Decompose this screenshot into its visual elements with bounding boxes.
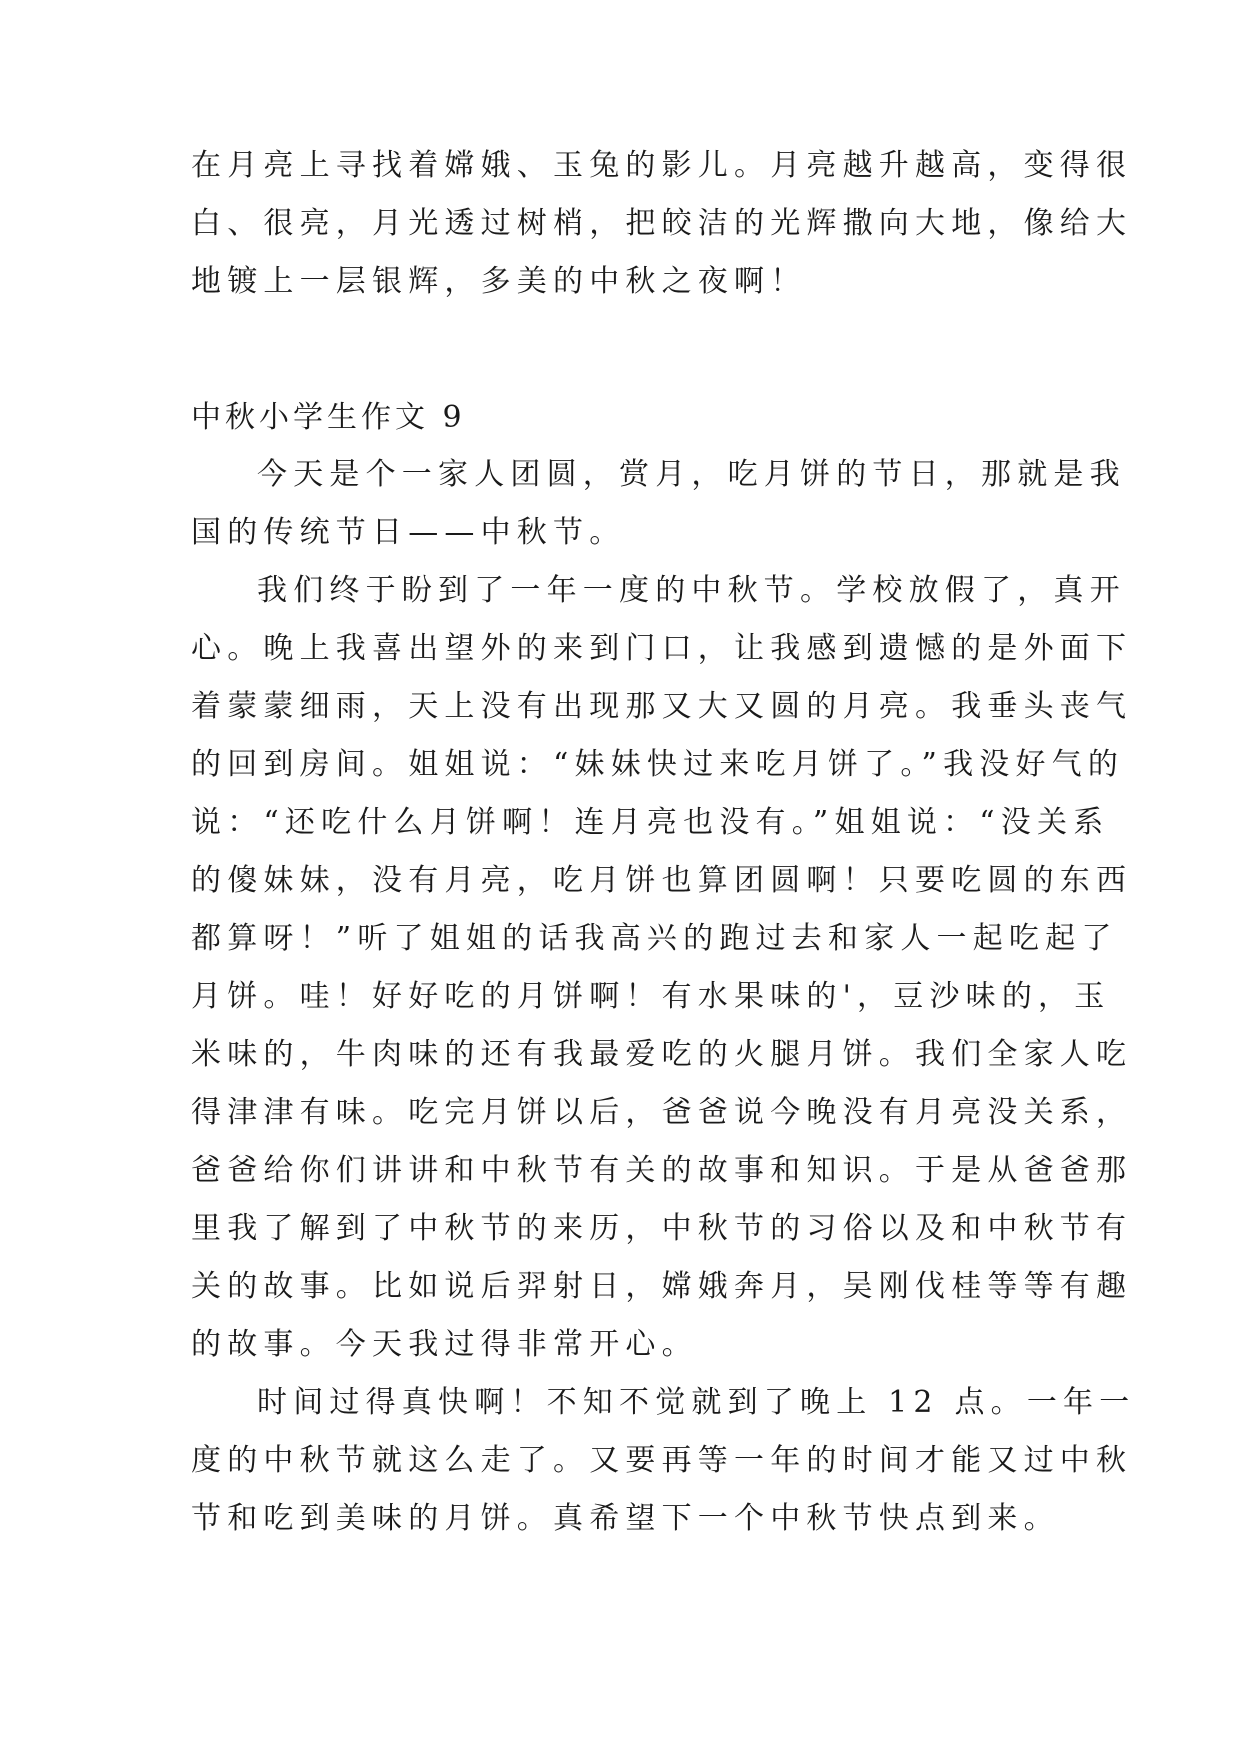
- text-line: 时间过得真快啊！不知不觉就到了晚上 12 点。一年一: [257, 1385, 1136, 1420]
- text-line: 节和吃到美味的月饼。真希望下一个中秋节快点到来。: [191, 1501, 1060, 1536]
- essay-title: 中秋小学生作文 9: [191, 400, 466, 435]
- text-line: 得津津有味。吃完月饼以后，爸爸说今晚没有月亮没关系，: [191, 1095, 1133, 1130]
- paragraph-3: [191, 1374, 1136, 1548]
- text-line: 着蒙蒙细雨，天上没有出现那又大又圆的月亮。我垂头丧气: [191, 689, 1133, 724]
- text-line: 我们终于盼到了一年一度的中秋节。学校放假了，真开: [257, 573, 1126, 608]
- text-line: 国的传统节日——中秋节。: [191, 515, 626, 550]
- text-line: 度的中秋节就这么走了。又要再等一年的时间才能又过中秋: [191, 1443, 1133, 1478]
- essay-body: [191, 446, 1136, 1548]
- text-line: 月饼。哇！好好吃的月饼啊！有水果味的'，豆沙味的，玉: [191, 979, 1111, 1014]
- text-line: 里我了解到了中秋节的来历，中秋节的习俗以及和中秋节有: [191, 1211, 1133, 1246]
- text-line: 说：“还吃什么月饼啊！连月亮也没有。”姐姐说：“没关系: [191, 805, 1110, 840]
- text-line: 白、很亮，月光透过树梢，把皎洁的光辉撒向大地，像给大: [191, 206, 1133, 241]
- text-line: 爸爸给你们讲讲和中秋节有关的故事和知识。于是从爸爸那: [191, 1153, 1133, 1188]
- paragraph-2: [191, 562, 1133, 1374]
- text-line: 的傻妹妹，没有月亮，吃月饼也算团圆啊！只要吃圆的东西: [191, 863, 1133, 898]
- text-line: 的故事。今天我过得非常开心。: [191, 1327, 698, 1362]
- text-line: 的回到房间。姐姐说：“妹妹快过来吃月饼了。”我没好气的: [191, 747, 1125, 782]
- text-line: 今天是个一家人团圆，赏月，吃月饼的节日，那就是我: [257, 457, 1126, 492]
- text-line: 在月亮上寻找着嫦娥、玉兔的影儿。月亮越升越高，变得很: [191, 148, 1133, 183]
- text-line: 都算呀！”听了姐姐的话我高兴的跑过去和家人一起吃起了: [191, 921, 1118, 956]
- text-line: 心。晚上我喜出望外的来到门口，让我感到遗憾的是外面下: [191, 631, 1133, 666]
- text-line: 关的故事。比如说后羿射日，嫦娥奔月，吴刚伐桂等等有趣: [191, 1269, 1133, 1304]
- paragraph-1: [191, 446, 1126, 562]
- previous-essay-ending: [191, 137, 1133, 311]
- text-line: 地镀上一层银辉，多美的中秋之夜啊！: [191, 264, 807, 299]
- text-line: 米味的，牛肉味的还有我最爱吃的火腿月饼。我们全家人吃: [191, 1037, 1133, 1072]
